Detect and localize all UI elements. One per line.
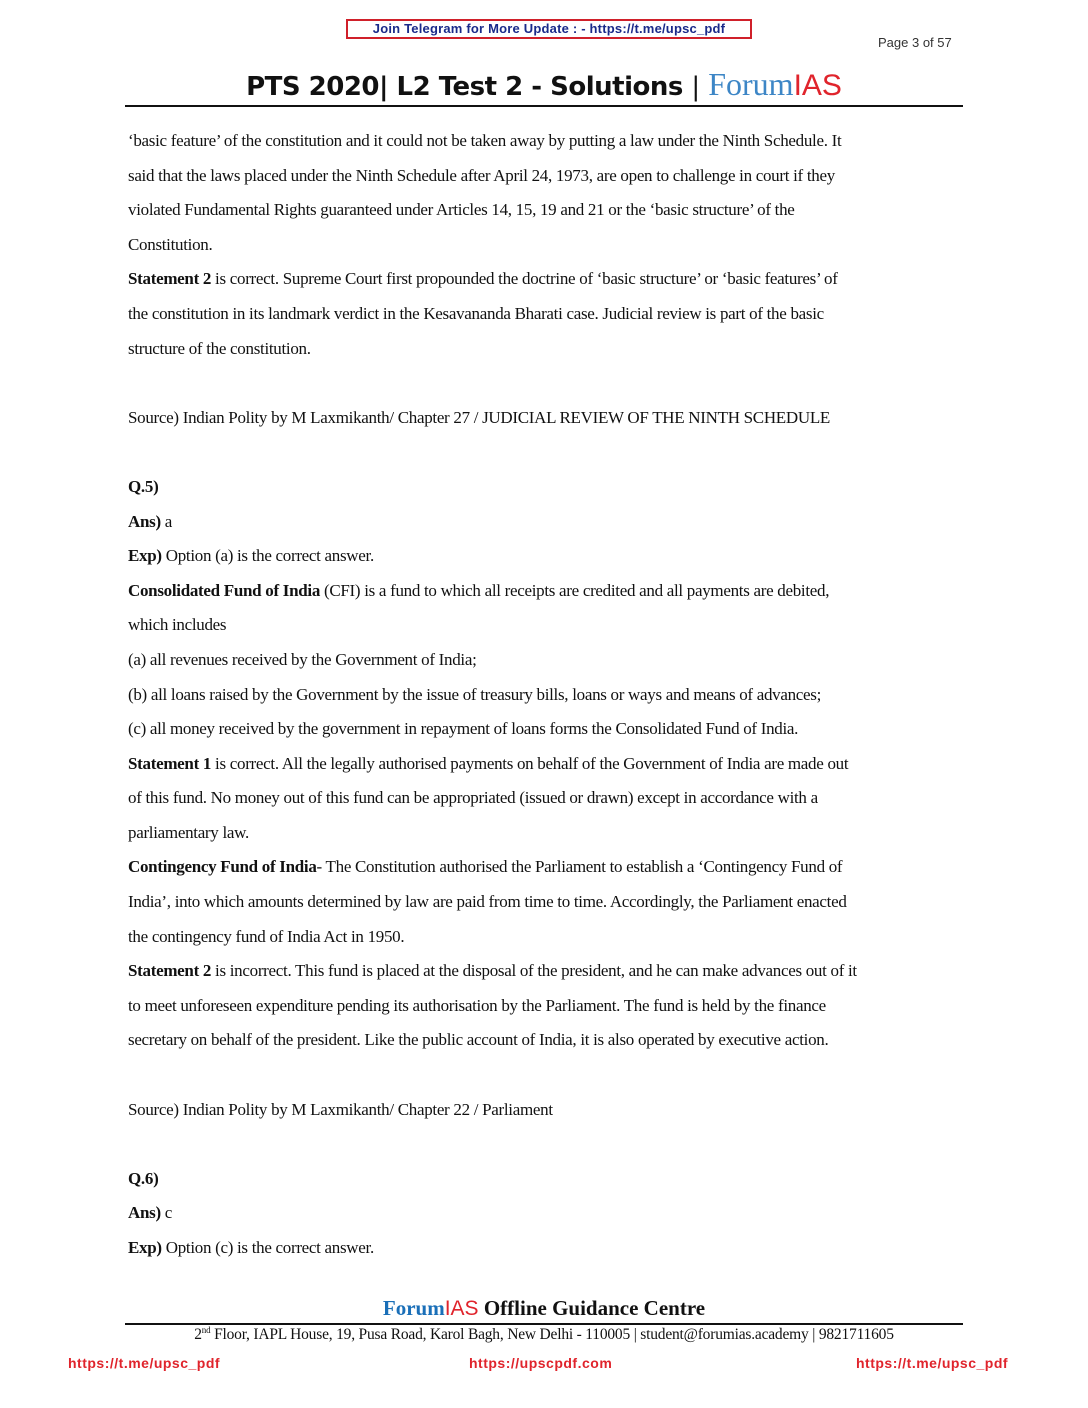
line-text: secretary on behalf of the president. Like the public account of India, it is also operated by executive action. [128,1030,829,1050]
footer-brand-forum: Forum [382,1296,445,1320]
text-line [128,297,968,332]
bold-lead: Q.5) [128,476,159,496]
brand-forum: Forum [708,66,794,102]
text-line [128,401,968,436]
bold-lead: Exp) [128,546,162,566]
text-line [128,920,968,955]
line-text: India’, into which amounts determined by law are paid from time to time. Accordingly, the Parliament enacted [128,892,847,912]
line-text: Source) Indian Polity by M Laxmikanth/ Chapter 27 / JUDICIAL REVIEW OF THE NINTH SCHEDULE [128,407,831,427]
line-text: violated Fundamental Rights guaranteed under Articles 14, 15, 19 and 21 or the ‘basic structure’ of the [128,200,795,220]
text-line [128,435,968,470]
document-body [128,124,968,1266]
title-separator: | [691,72,700,102]
text-line [128,193,968,228]
line-text: - The Constitution authorised the Parliament to establish a ‘Contingency Fund of [316,857,843,877]
line-text: is correct. All the legally authorised payments on behalf of the Government of India are made out [211,753,849,773]
text-line [128,1162,968,1197]
text-line [128,228,968,263]
text-line [128,608,968,643]
page-title [0,66,1088,103]
footer-title [0,1296,1088,1321]
text-line [128,262,968,297]
line-text: Option (c) is the correct answer. [161,1238,374,1257]
bold-lead: Exp) [128,1238,162,1257]
text-line [128,159,968,194]
floor-number: 2 [194,1326,202,1344]
line-text: to meet unforeseen expenditure pending its authorisation by the Parliament. The fund is held by the finance [128,995,826,1015]
text-line [128,1196,968,1231]
line-text: (c) all money received by the government in repayment of loans forms the Consolidated Fund of India. [128,719,799,739]
text-line [128,332,968,367]
text-line [128,574,968,609]
page-indicator: Page 3 of 57 [878,35,952,50]
line-text: the constitution in its landmark verdict in the Kesavananda Bharati case. Judicial review is part of the basic [128,303,824,323]
line-text: (a) all revenues received by the Government of India; [128,649,477,669]
text-line [128,366,968,401]
text-line [128,1058,968,1093]
line-text: c [160,1203,173,1223]
line-text: Constitution. [128,234,213,254]
footer-address [0,1325,1088,1344]
floor-suffix: nd [201,1325,211,1335]
brand-ias: IAS [793,69,842,102]
line-text: the contingency fund of India Act in 1950. [128,926,405,946]
bold-lead: Statement 2 [128,961,212,981]
line-text: Option (a) is the correct answer. [161,546,374,566]
line-text: (b) all loans raised by the Government by the issue of treasury bills, loans or ways and means of advances; [128,684,822,704]
line-text: Source) Indian Polity by M Laxmikanth/ Chapter 22 / Parliament [128,1099,553,1119]
text-line [128,781,968,816]
line-text: (CFI) is a fund to which all receipts are credited and all payments are debited, [320,580,830,600]
footer-link-left[interactable]: https://t.me/upsc_pdf [68,1355,221,1371]
text-line [128,643,968,678]
footer-centre: Offline Guidance Centre [478,1296,706,1320]
bold-lead: Contingency Fund of India [128,857,317,877]
bold-lead: Ans) [128,511,161,531]
title-text: PTS 2020| L2 Test 2 - Solutions [246,72,683,102]
line-text: is incorrect. This fund is placed at the disposal of the president, and he can make advances out of it [211,961,857,981]
text-line [128,678,968,713]
text-line [128,954,968,989]
text-line [128,1231,968,1266]
text-line [128,124,968,159]
line-text: parliamentary law. [128,822,249,842]
line-text: is correct. Supreme Court first propounded the doctrine of ‘basic structure’ or ‘basic features’ of [211,269,838,289]
text-line [128,1093,968,1128]
line-text: a [160,511,173,531]
bold-lead: Statement 2 [128,269,212,289]
line-text: structure of the constitution. [128,338,311,358]
text-line [128,747,968,782]
bold-lead: Statement 1 [128,753,212,773]
line-text: of this fund. No money out of this fund can be appropriated (issued or drawn) except in accordance with a [128,788,818,808]
text-line [128,470,968,505]
footer-link-center[interactable]: https://upscpdf.com [469,1355,613,1371]
text-line [128,539,968,574]
text-line [128,1127,968,1162]
line-text: ‘basic feature’ of the constitution and it could not be taken away by putting a law under the Ninth Schedule. It [128,131,842,150]
text-line [128,816,968,851]
text-line [128,885,968,920]
text-line [128,1023,968,1058]
bold-lead: Ans) [128,1203,161,1223]
text-line [128,989,968,1024]
footer-link-right[interactable]: https://t.me/upsc_pdf [856,1355,1009,1371]
text-line [128,850,968,885]
text-line [128,505,968,540]
address-text: Floor, IAPL House, 19, Pusa Road, Karol Bagh, New Delhi - 110005 | student@forumias.academy | 9821711605 [210,1326,894,1344]
bold-lead: Consolidated Fund of India [128,580,321,600]
footer-brand-ias: IAS [444,1297,479,1320]
header-divider [125,105,963,107]
text-line [128,712,968,747]
telegram-banner-link[interactable]: Join Telegram for More Update : - https://t.me/upsc_pdf [346,19,752,39]
line-text: said that the laws placed under the Ninth Schedule after April 24, 1973, are open to challenge in court if they [128,165,835,185]
bold-lead: Q.6) [128,1168,159,1188]
line-text: which includes [128,615,227,635]
